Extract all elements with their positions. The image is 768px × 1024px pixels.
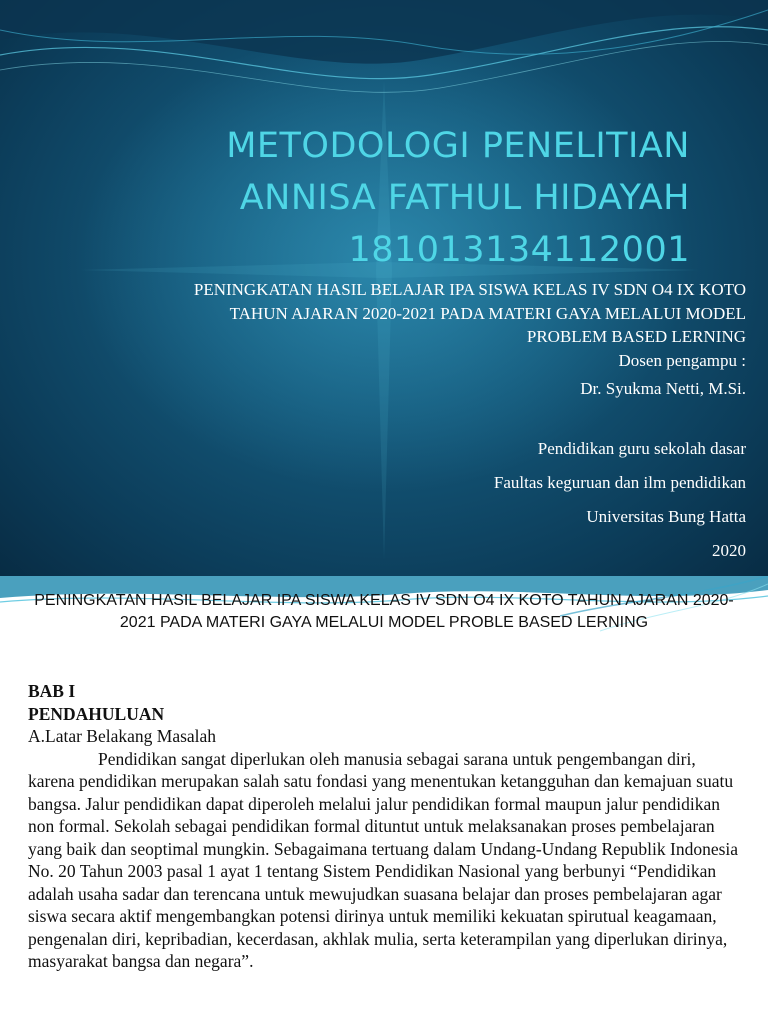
faculty-name: Faultas keguruan dan ilm pendidikan <box>493 473 746 492</box>
spacer <box>46 406 746 432</box>
program-name: Pendidikan guru sekolah dasar <box>537 439 746 458</box>
year: 2020 <box>712 541 746 560</box>
document-body <box>28 680 740 973</box>
content-slide <box>0 576 768 1024</box>
dosen-name: Dr. Syukma Netti, M.Si. <box>580 379 746 398</box>
chapter-title: PENDAHULUAN <box>28 703 165 724</box>
title-line-course: METODOLOGI PENELITIAN <box>226 126 690 166</box>
document-title: PENINGKATAN HASIL BELAJAR IPA SISWA KELAS IV SDN O4 IX KOTO TAHUN AJARAN 2020-2021 PADA MATERI GAYA MELALUI MODEL PROBLE BASED LERNING <box>34 592 734 631</box>
research-title-line-2: TAHUN AJARAN 2020-2021 PADA MATERI GAYA MELALUI MODEL <box>229 303 746 323</box>
section-heading: A.Latar Belakang Masalah <box>28 726 217 746</box>
title-line-student-id: 181013134112001 <box>348 230 690 270</box>
dosen-label: Dosen pengampu : <box>618 350 746 370</box>
body-paragraph: Pendidikan sangat diperlukan oleh manusia sebagai sarana untuk pengembangan diri, karena pendidikan merupakan salah satu fondasi yang menentukan ketangguhan dan kemajuan suatu bangsa. Jalur pendidikan dapat diperoleh melalui jalur pendidikan formal maupun jalur pendidikan non formal. Sekolah sebagai pendidikan formal dituntut untuk melaksanakan proses pembelajaran yang baik dan seoptimal mungkin. Sebagaimana tertuang dalam Undang-Undang Republik Indonesia No. 20 Tahun 2003 pasal 1 ayat 1 tentang Sistem Pendidikan Nasional yang berbunyi “Pendidikan adalah usaha sadar dan terencana untuk mewujudkan suasana belajar dan proses pembelajaran agar siswa secara aktif mengembangkan potensi dirinya untuk memiliki kekuatan spirutual keagamaan, pengenalan diri, kepribadian, kecerdasan, akhlak mulia, serta keterampilan yang diperlukan dirinya, masyarakat bangsa dan negara”. <box>28 748 739 971</box>
presentation-title <box>226 120 690 276</box>
title-line-author: ANNISA FATHUL HIDAYAH <box>239 178 690 218</box>
subtitle-block <box>46 278 746 568</box>
university-name: Universitas Bung Hatta <box>586 507 746 526</box>
research-title-line-3: PROBLEM BASED LERNING <box>526 327 746 346</box>
research-title-line-1: PENINGKATAN HASIL BELAJAR IPA SISWA KELAS IV SDN O4 IX KOTO <box>193 280 746 299</box>
chapter-number: BAB I <box>28 681 76 701</box>
